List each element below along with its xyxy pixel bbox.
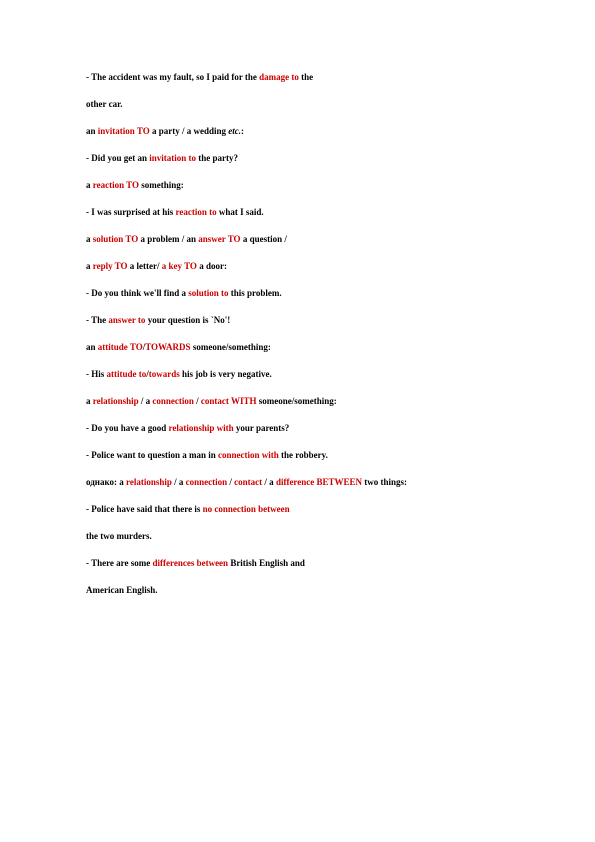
text-line <box>86 261 227 272</box>
highlight-phrase: towards <box>148 369 180 379</box>
text-line <box>86 126 244 137</box>
highlight-phrase: attitude TO <box>97 342 143 352</box>
text-segment: - Police have said that there is <box>86 504 203 514</box>
text-segment: the two murders. <box>86 531 152 541</box>
text-segment: - Police want to question a man in <box>86 450 219 460</box>
text-segment: the robbery. <box>278 450 328 460</box>
text-segment: something: <box>139 180 184 190</box>
text-line <box>86 288 282 299</box>
text-segment: two things: <box>362 477 408 487</box>
highlight-phrase: relationship <box>92 396 139 406</box>
text-line <box>86 450 328 461</box>
text-line <box>86 396 337 407</box>
highlight-phrase: reaction TO <box>92 180 140 190</box>
text-segment: someone/something: <box>190 342 271 352</box>
text-line <box>86 531 152 542</box>
text-segment: однако: a <box>86 477 127 487</box>
text-segment: other car. <box>86 99 123 109</box>
highlight-phrase: TOWARDS <box>145 342 191 352</box>
highlight-phrase: reply TO <box>92 261 128 271</box>
text-segment: someone/something: <box>256 396 337 406</box>
text-segment: - The <box>86 315 109 325</box>
highlight-phrase: no connection between <box>202 504 290 514</box>
text-line <box>86 234 287 245</box>
text-line <box>86 558 305 569</box>
text-segment: / <box>142 342 146 352</box>
text-segment: : <box>240 126 244 136</box>
text-segment: / a <box>262 477 276 487</box>
highlight-phrase: reaction to <box>175 207 217 217</box>
text-segment: a <box>86 396 93 406</box>
text-segment: etc. <box>228 126 241 136</box>
highlight-phrase: solution TO <box>92 234 139 244</box>
text-line <box>86 477 407 488</box>
highlight-phrase: solution to <box>188 288 229 298</box>
text-segment: a <box>86 234 93 244</box>
text-line <box>86 369 272 380</box>
text-segment: / a <box>138 396 153 406</box>
text-segment: / a <box>171 477 186 487</box>
text-segment: a party / a wedding <box>149 126 229 136</box>
text-segment: - Do you think we'll find a <box>86 288 189 298</box>
text-segment: / <box>146 369 149 379</box>
highlight-phrase: contact WITH <box>200 396 257 406</box>
text-line <box>86 423 289 434</box>
text-segment: / <box>227 477 235 487</box>
text-segment: - Do you have a good <box>86 423 169 433</box>
highlight-phrase: damage to <box>259 72 299 82</box>
text-segment: / <box>193 396 201 406</box>
highlight-phrase: attitude to <box>106 369 147 379</box>
text-line <box>86 504 290 515</box>
highlight-phrase: connection <box>152 396 194 406</box>
text-segment: your parents? <box>233 423 290 433</box>
text-segment: American English. <box>86 585 158 595</box>
highlight-phrase: a key TO <box>161 261 197 271</box>
highlight-phrase: relationship <box>126 477 172 487</box>
text-segment: - The accident was my fault, so I paid for the <box>86 72 260 82</box>
highlight-phrase: contact <box>234 477 263 487</box>
text-segment: what I said. <box>216 207 264 217</box>
highlight-phrase: relationship with <box>168 423 234 433</box>
text-line <box>86 180 184 191</box>
text-line <box>86 207 264 218</box>
text-segment: a problem / an <box>138 234 199 244</box>
text-line <box>86 153 238 164</box>
highlight-phrase: connection <box>185 477 228 487</box>
highlight-phrase: invitation to <box>149 153 197 163</box>
highlight-phrase: differences between <box>152 558 229 568</box>
text-segment: a question / <box>240 234 287 244</box>
text-segment: this problem. <box>228 288 282 298</box>
text-segment: the party? <box>196 153 239 163</box>
text-segment: - I was surprised at his <box>86 207 176 217</box>
text-segment: his job is very negative. <box>179 369 272 379</box>
text-segment: the <box>298 72 314 82</box>
highlight-phrase: invitation TO <box>97 126 150 136</box>
text-line <box>86 585 158 596</box>
text-segment: a <box>86 261 93 271</box>
text-line <box>86 342 271 353</box>
text-segment: British English and <box>228 558 305 568</box>
text-line <box>86 72 313 83</box>
text-segment: an <box>86 342 98 352</box>
text-segment: an <box>86 126 98 136</box>
highlight-phrase: difference BETWEEN <box>275 477 363 487</box>
text-segment: a letter/ <box>127 261 162 271</box>
text-segment: a door: <box>196 261 227 271</box>
text-line <box>86 315 230 326</box>
highlight-phrase: connection with <box>218 450 279 460</box>
text-line <box>86 99 123 110</box>
text-segment: a <box>86 180 93 190</box>
text-segment: - His <box>86 369 107 379</box>
text-segment: - Did you get an <box>86 153 150 163</box>
text-segment: your question is `No'! <box>145 315 231 325</box>
highlight-phrase: answer TO <box>198 234 241 244</box>
text-segment: - There are some <box>86 558 153 568</box>
highlight-phrase: answer to <box>108 315 146 325</box>
